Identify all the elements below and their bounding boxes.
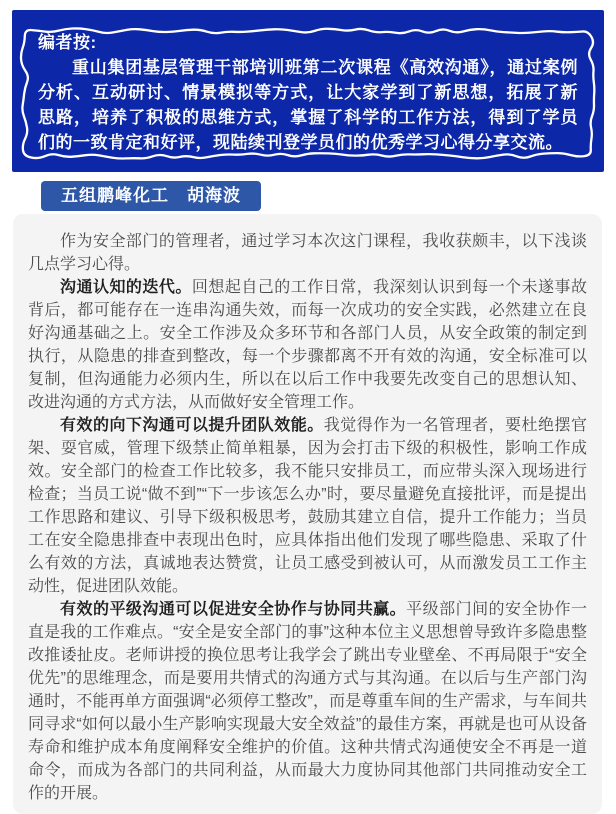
paragraph-lead: 有效的向下沟通可以提升团队效能。 [60, 417, 324, 434]
paragraph-lead: 有效的平级沟通可以促进安全协作与协同共赢。 [60, 601, 407, 618]
paragraph: 沟通认知的迭代。回想起自己的工作日常，我深刻认识到每一个未遂事故背后，都可能存在一连串沟通失效，而每一次成功的安全实践，必然建立在良好沟通基础之上。安全工作涉及众多环节和各部门人员，从安全政策的制定到执行，从隐患的排查到整改，每一个步骤都离不开有效的沟通，安全标准可以复制，但沟通能力必须内生，所以在以后工作中我要先改变自己的思想认知、改进沟通的方式方法，从而做好安全管理工作。 [28, 279, 587, 411]
editor-note-text: 重山集团基层管理干部培训班第二次课程《高效沟通》，通过案例分析、互动研讨、情景模拟等方式，让大家学到了新思想，拓展了新思路，培养了积极的思维方式，掌握了科学的工作方法，得到了学员们的一致肯定和好评，现陆续刊登学员们的优秀学习心得分享交流。 [38, 58, 578, 152]
paragraph: 有效的向下沟通可以提升团队效能。我觉得作为一名管理者，要杜绝摆官架、耍官威，管理下级禁止简单粗暴，因为会打击下级的积极性，影响工作成效。安全部门的检查工作比较多，我不能只安排员工，而应带头深入现场进行检查；当员工说“做不到”“下一步该怎么办”时，要尽量避免直接批评，而是提出工作思路和建议、引导下级积极思考，鼓励其建立自信，提升工作能力；当员工在安全隐患排查中表现出色时，应具体指出他们发现了哪些隐患、采取了什么有效的方法，真诚地表达赞赏，让员工感受到被认可，从而激发员工工作主动性，促进团队效能。 [28, 417, 587, 595]
paragraph: 有效的平级沟通可以促进安全协作与协同共赢。平级部门间的安全协作一直是我的工作难点。“安全是安全部门的事”这种本位主义思想曾导致许多隐患整改推诿扯皮。老师讲授的换位思考让我学会了跳出专业壁垒、不再局限于“安全优先”的思维理念，而是要用共情式的沟通方式与其沟通。在以后与生产部门沟通时，不能再单方面强调“必须停工整改”，而是尊重车间的生产需求，与车间共同寻求“如何以最小生产影响实现最大安全效益”的最佳方案，再就是也可从设备寿命和维护成本角度阐释安全维护的价值。这种共情式沟通使安全不再是一道命令，而成为各部门的共同利益，从而最大力度协同其他部门共同推动安全工作的开展。 [28, 601, 587, 802]
paragraph-lead: 沟通认知的迭代。 [60, 279, 192, 296]
editor-note-label: 编者按: [38, 33, 97, 52]
paragraph: 作为安全部门的管理者，通过学习本次这门课程，我收获颇丰，以下浅谈几点学习心得。 [28, 233, 587, 273]
author-badge: 五组鹏峰化工 胡海波 [41, 181, 261, 211]
article-panel [13, 214, 602, 814]
article-body [28, 230, 587, 805]
editor-note-content [12, 10, 604, 155]
editor-note-box [12, 10, 604, 172]
